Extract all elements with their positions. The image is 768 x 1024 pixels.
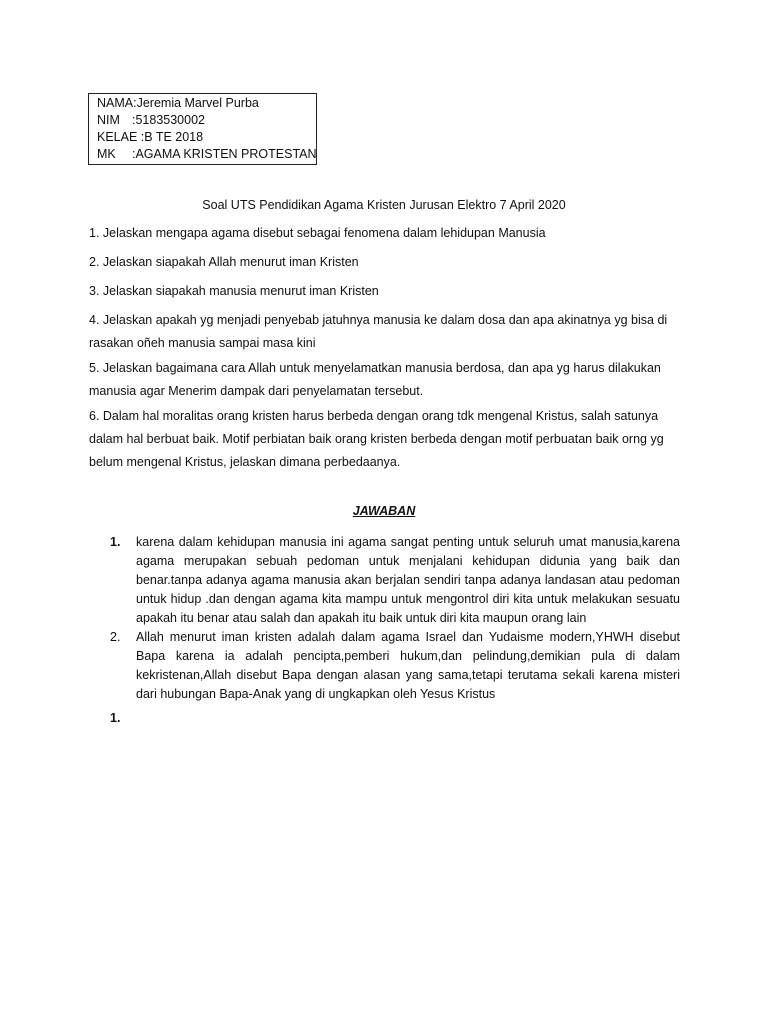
mk-label: MK — [97, 147, 116, 161]
question-2: 2. Jelaskan siapakah Allah menurut iman Kristen — [89, 255, 359, 269]
nama-row — [97, 95, 316, 112]
answer-text: karena dalam kehidupan manusia ini agama sangat penting untuk seluruh umat manusia,karena agama merupakan sebuah pedoman untuk menjalani kehidupan didunia yang baik dan benar.tanpa adanya agama manusia akan berjalan sendiri tanpa adanya landasan atau pedoman untuk hidup .dan dengan agama kita mampu untuk mengontrol diri kita untuk melakukan sesuatu apakah itu benar atau salah dan apakah itu baik untuk diri kita maupun orang lain — [136, 535, 680, 625]
mk-row — [97, 146, 316, 163]
identity-box — [88, 93, 317, 165]
question-6: 6. Dalam hal moralitas orang kristen harus berbeda dengan orang tdk mengenal Kristus, salah satunya dalam hal berbuat baik. Motif perbiatan baik orang kristen berbeda dengan motif perbuatan baik orng yg belum mengenal Kristus, jelaskan dimana perbedaanya. — [89, 409, 664, 469]
nim-row — [97, 112, 316, 129]
nama-value: Jeremia Marvel Purba — [136, 96, 259, 110]
question-5: 5. Jelaskan bagaimana cara Allah untuk menyelamatkan manusia berdosa, dan apa yg harus dilakukan manusia agar Menerim dampak dari penyelamatan tersebut. — [89, 361, 661, 398]
exam-title: Soal UTS Pendidikan Agama Kristen Jurusan Elektro 7 April 2020 — [202, 198, 566, 212]
answer-text — [136, 709, 680, 728]
answer-number: 1. — [110, 711, 121, 725]
answer-item — [110, 628, 680, 704]
answer-text: Allah menurut iman kristen adalah dalam agama Israel dan Yudaisme modern,YHWH disebut Bapa karena ia adalah pencipta,pemberi hukum,dan pelindung,demikian pula di dalam kekristenan,Allah disebut Bapa dengan alasan yang sama,tetapi terutama sekali karena misteri dari hubungan Bapa-Anak yang di ungkapkan oleh Yesus Kristus — [136, 630, 680, 701]
answer-item — [110, 709, 680, 728]
answer-item — [110, 533, 680, 628]
answer-number: 1. — [110, 535, 121, 549]
kelas-row — [97, 129, 316, 146]
nim-label: NIM — [97, 113, 120, 127]
answers-list — [110, 533, 680, 728]
nim-value: :5183530002 — [132, 113, 205, 127]
nama-label: NAMA: — [97, 96, 137, 110]
mk-value: :AGAMA KRISTEN PROTESTAN — [132, 147, 317, 161]
question-1: 1. Jelaskan mengapa agama disebut sebagai fenomena dalam lehidupan Manusia — [89, 226, 546, 240]
answers-heading: JAWABAN — [352, 504, 416, 518]
kelas-label: KELAE : — [97, 130, 145, 144]
question-3: 3. Jelaskan siapakah manusia menurut iman Kristen — [89, 284, 379, 298]
kelas-value: B TE 2018 — [144, 130, 204, 144]
question-4: 4. Jelaskan apakah yg menjadi penyebab jatuhnya manusia ke dalam dosa dan apa akinatnya yg bisa di rasakan oñeh manusia sampai masa kini — [89, 313, 668, 350]
answer-number: 2. — [110, 630, 121, 644]
